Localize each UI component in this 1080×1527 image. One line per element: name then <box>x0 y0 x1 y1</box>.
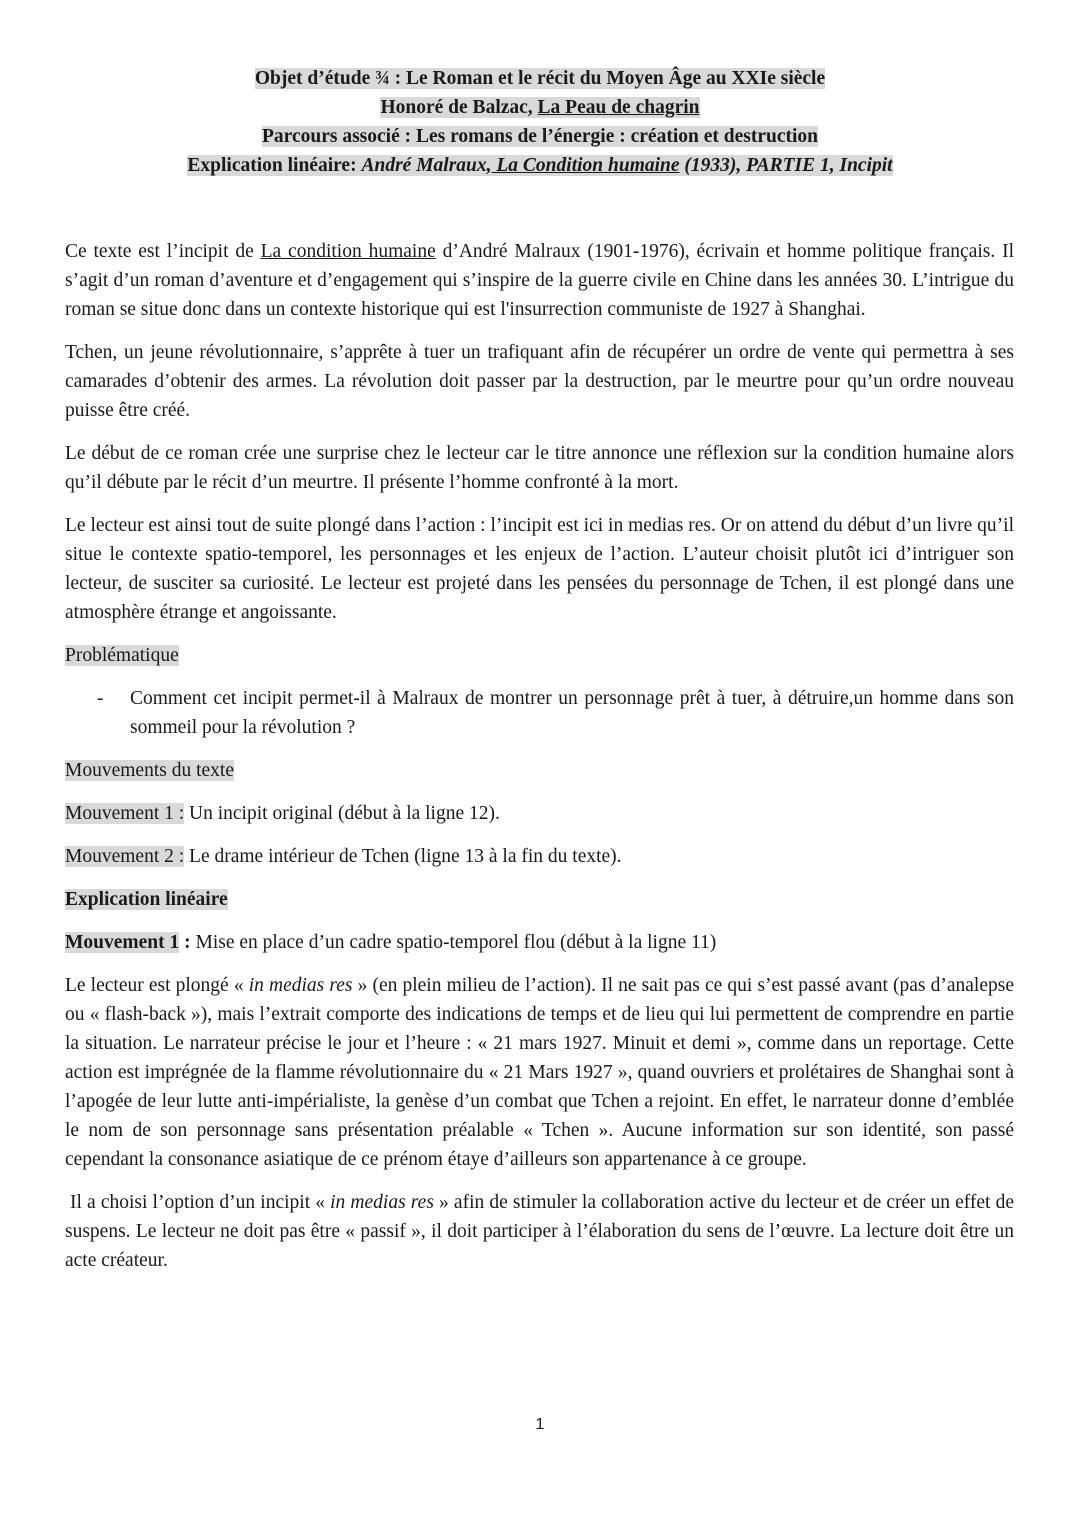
mouvements-label: Mouvements du texte <box>65 760 234 781</box>
intro-p1-title: La condition humaine <box>260 241 436 262</box>
explication-mouvement-1-line <box>65 928 1014 957</box>
explication-p1-italic: in medias res <box>248 975 353 996</box>
explication-mouvement-1-text: Mise en place d’un cadre spatio-temporel flou (début à la ligne 11) <box>190 932 717 953</box>
intro-p1-start: Ce texte est l’incipit de <box>65 241 261 262</box>
intro-paragraph-2: Tchen, un jeune révolutionnaire, s’apprête à tuer un trafiquant afin de récupérer un ordre de vente qui permettra à ses camarades d’obtenir des armes. La révolution doit passer par la destruction, par le meurtre pour qu’un ordre nouveau puisse être créé. <box>65 342 1014 421</box>
header-line-objet <box>0 64 1080 93</box>
header-explication-label: Explication linéaire: <box>187 155 362 176</box>
bullet-dash: - <box>97 688 104 709</box>
intro-paragraph-4: Le lecteur est ainsi tout de suite plongé dans l’action : l’incipit est ici in medias res. Or on attend du début d’un livre qu’il situe le contexte spatio-temporel, les personnages et les enjeux de l’action. L’auteur choisit plutôt ici d’intriguer son lecteur, de susciter sa curiosité. Le lecteur est projeté dans les pensées du personnage de Tchen, il est plongé dans une atmosphère étrange et angoissante. <box>65 515 1014 623</box>
explication-p1-end: » (en plein milieu de l’action). Il ne sait pas ce qui s’est passé avant (pas d’analepse ou « flash-back »), mais l’extrait comporte des indications de temps et de lieu qui lui permettent de comprendre en partie la situation. Le narrateur précise le jour et l’heure : « 21 mars 1927. Minuit et demi », comme dans un reportage. Cette action est imprégnée de la flamme révolutionnaire du « 21 Mars 1927 », quand ouvriers et prolétaires de Shanghai sont à l’apogée de leur lutte anti-impérialiste, la genèse d’un combat que Tchen a rejoint. En effet, le narrateur donne d’emblée le nom de son personnage sans présentation préalable « Tchen ». Aucune information sur son identité, son passé cependant la consonance asiatique de ce prénom étaye d’ailleurs son appartenance à ce groupe. <box>65 975 1014 1170</box>
header-objet-text: Objet d’étude ¾ : Le Roman et le récit du Moyen Âge au XXIe siècle <box>254 68 826 89</box>
explication-paragraph-1 <box>65 971 1014 1174</box>
intro-paragraph-1 <box>65 237 1014 324</box>
header-explication-author: André Malraux, <box>361 155 492 176</box>
explication-p2-end: » afin de stimuler la collaboration active du lecteur et de créer un effet de suspens. Le lecteur ne doit pas être « passif », il doit participer à l’élaboration du sens de l’œuvre. La lecture doit être un acte créateur. <box>65 1192 1014 1271</box>
explication-mouvement-1-colon: : <box>179 932 191 953</box>
header-explication-work: La Condition humaine <box>491 155 680 176</box>
header-work-title: La Peau de chagrin <box>537 97 700 118</box>
problematique-bullet <box>65 684 1014 742</box>
mouvement-2-label: Mouvement 2 : <box>65 846 185 867</box>
mouvement-2-text: Le drame intérieur de Tchen (ligne 13 à la fin du texte). <box>184 846 622 867</box>
explication-mouvement-1-label: Mouvement 1 <box>65 932 180 953</box>
explication-p2-italic: in medias res <box>330 1192 434 1213</box>
document-body <box>65 237 1014 1289</box>
problematique-heading <box>65 641 1014 670</box>
header-work-highlight <box>380 97 699 118</box>
mouvement-2-line <box>65 842 1014 871</box>
intro-p1-end: d’André Malraux (1901-1976), écrivain et homme politique français. Il s’agit d’un roman d’aventure et d’engagement qui s’inspire de la guerre civile en Chine dans les années 30. L’intrigue du roman se situe donc dans un contexte historique qui est l'insurrection communiste de 1927 à Shanghai. <box>65 241 1014 320</box>
explication-heading <box>65 885 1014 914</box>
header-line-explication <box>0 151 1080 180</box>
header-parcours-text: Parcours associé : Les romans de l’énergie : création et destruction <box>262 126 818 147</box>
mouvement-1-text: Un incipit original (début à la ligne 12). <box>184 803 500 824</box>
mouvement-1-label: Mouvement 1 : <box>65 803 185 824</box>
problematique-question: Comment cet incipit permet-il à Malraux de montrer un personnage prêt à tuer, à détruire,un homme dans son sommeil pour la révolution ? <box>130 688 1014 738</box>
intro-paragraph-3: Le début de ce roman crée une surprise chez le lecteur car le titre annonce une réflexion sur la condition humaine alors qu’il débute par le récit d’un meurtre. Il présente l’homme confronté à la mort. <box>65 443 1014 493</box>
explication-paragraph-2 <box>65 1188 1014 1275</box>
document-header <box>0 64 1080 180</box>
header-line-work <box>0 93 1080 122</box>
header-line-parcours <box>0 122 1080 151</box>
header-work-author: Honoré de Balzac, <box>380 97 538 118</box>
mouvements-heading <box>65 756 1014 785</box>
header-explication-rest: (1933), PARTIE 1, Incipit <box>679 155 893 176</box>
page-number: 1 <box>535 1416 545 1433</box>
mouvement-1-line <box>65 799 1014 828</box>
explication-p2-start: Il a choisi l’option d’un incipit « <box>70 1192 331 1213</box>
problematique-label: Problématique <box>65 645 179 666</box>
header-explication-highlight <box>187 155 892 176</box>
explication-label: Explication linéaire <box>65 889 228 910</box>
explication-p1-start: Le lecteur est plongé « <box>65 975 249 996</box>
